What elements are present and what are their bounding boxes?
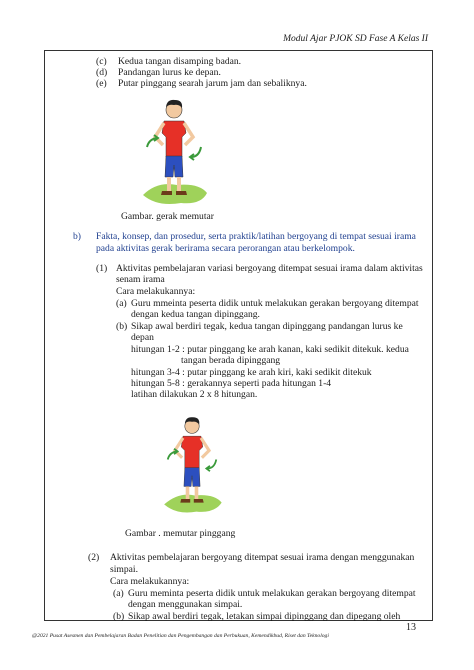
how-to-heading: Cara melakukannya: xyxy=(116,286,196,297)
item-text: Guru meminta peserta didik untuk melakukan gerakan bergoyang ditempat xyxy=(128,588,416,599)
activity-text: simpai. xyxy=(110,564,138,575)
step-label: (c) xyxy=(96,56,107,67)
item-text: dengan menggunakan simpai. xyxy=(128,599,243,610)
item-text: Guru mmeinta peserta didik untuk melakukan gerakan bergoyang ditempat xyxy=(131,298,419,309)
figure-caption: Gambar. gerak memutar xyxy=(121,211,214,222)
item-text: Sikap awal berdiri tegak, kedua tangan dipinggang pandangan lurus ke xyxy=(131,321,403,332)
how-to-heading: Cara melakukannya: xyxy=(110,576,190,587)
figure-memutar-pinggang xyxy=(150,411,234,517)
count-text: hitungan 1-2 : putar pinggang ke arah kanan, kaki sedikit ditekuk. kedua xyxy=(131,344,409,355)
step-text: Pandangan lurus ke depan. xyxy=(118,67,221,78)
activity-text: senam irama xyxy=(116,274,165,285)
section-heading: Fakta, konsep, dan prosedur, serta praktik/latihan bergoyang di tempat sesuai irama xyxy=(96,231,416,242)
figure-caption: Gambar . memutar pinggang xyxy=(125,528,236,539)
count-text: hitungan 5-8 : gerakannya seperti pada hitungan 1-4 xyxy=(131,378,332,389)
item-text: depan xyxy=(131,332,154,343)
repeat-text: latihan dilakukan 2 x 8 hitungan. xyxy=(131,389,258,400)
step-label: (e) xyxy=(96,78,107,89)
content-frame xyxy=(44,50,433,621)
item-label: (b) xyxy=(116,321,128,332)
activity-text: Aktivitas pembelajaran bergoyang ditempat sesuai irama dengan menggunakan xyxy=(110,552,415,563)
item-label: (a) xyxy=(116,298,127,309)
step-text: Putar pinggang searah jarum jam dan sebaliknya. xyxy=(118,78,307,89)
count-text: hitungan 3-4 : putar pinggang ke arah kiri, kaki sedikit ditekuk xyxy=(131,367,372,378)
page-footer: @2021 Pusat Asesmen dan Pembelajaran Badan Penelitian dan Pengembangan dan Perbukuan, Kemendikbud, Riset dan Teknologi xyxy=(32,633,329,639)
activity-number: (1) xyxy=(96,263,108,274)
figure-gerak-memutar xyxy=(137,93,211,211)
activity-number: (2) xyxy=(88,552,100,563)
item-label: (a) xyxy=(113,588,124,599)
page-number: 13 xyxy=(406,622,416,633)
section-marker: b) xyxy=(73,231,81,242)
item-text: dengan kedua tangan dipinggang. xyxy=(131,309,260,320)
activity-text: Aktivitas pembelajaran variasi bergoyang ditempat sesuai irama dalam aktivitas xyxy=(116,263,423,274)
section-heading: pada aktivitas gerak berirama secara perorangan atau berkelompok. xyxy=(96,243,355,254)
item-label: (b) xyxy=(113,611,125,622)
item-text: Sikap awal berdiri tegak, letakan simpai dipinggang dan dipegang oleh xyxy=(128,611,401,622)
page-header: Modul Ajar PJOK SD Fase A Kelas II xyxy=(283,34,428,44)
count-text: tangan berada dipinggang xyxy=(181,355,281,366)
step-label: (d) xyxy=(96,67,108,78)
step-text: Kedua tangan disamping badan. xyxy=(118,56,242,67)
